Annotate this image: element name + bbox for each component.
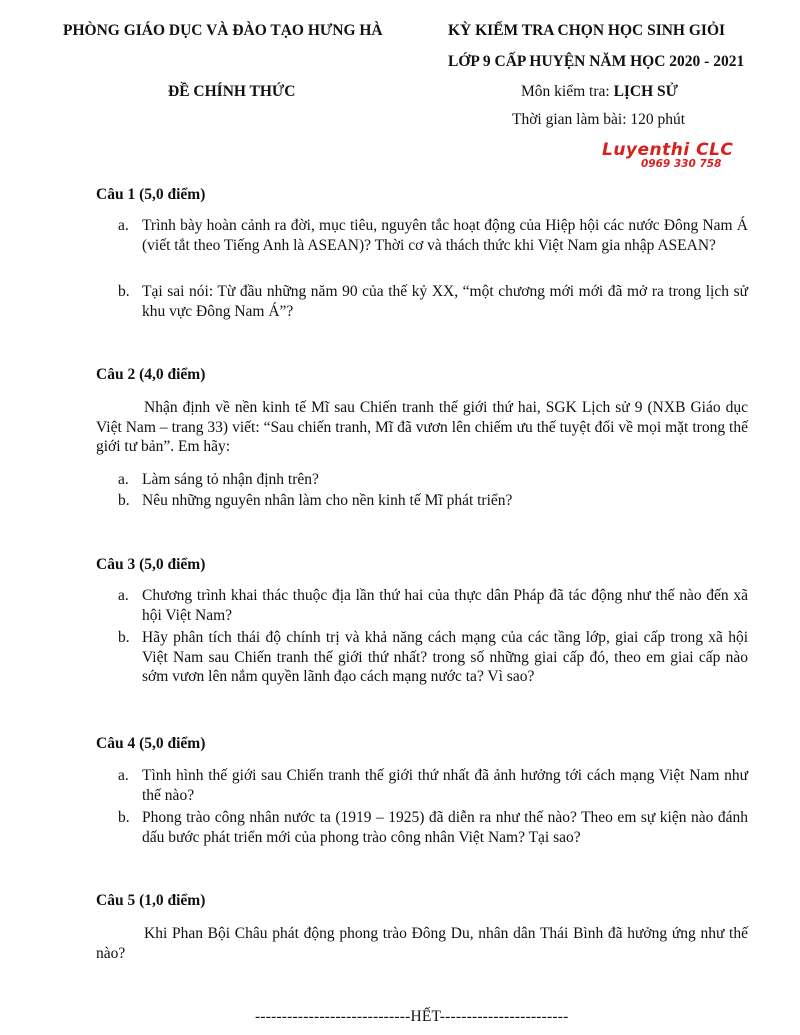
question-1-item-a <box>118 216 748 255</box>
question-4-item-a <box>118 766 748 805</box>
question-3-title: Câu 3 (5,0 điểm) <box>96 556 206 573</box>
question-2-item-a <box>118 470 748 490</box>
question-4-item-b <box>118 808 748 847</box>
stamp-phone: 0969 330 758 <box>641 158 722 170</box>
official-label: ĐỀ CHÍNH THỨC <box>168 83 296 100</box>
question-1-item-b <box>118 282 748 321</box>
item-text: Phong trào công nhân nước ta (1919 – 1925) đã diễn ra như thế nào? Theo em sự kiện nào đánh dấu bước phát triển mới của phong trào công nhân Việt Nam? Tại sao? <box>142 809 748 846</box>
subject-line <box>521 83 678 101</box>
question-3-item-a <box>118 586 748 625</box>
exam-title-line1: KỲ KIỂM TRA CHỌN HỌC SINH GIỎI <box>448 22 726 39</box>
item-text: Nêu những nguyên nhân làm cho nền kinh tế Mĩ phát triển? <box>142 492 513 509</box>
question-2-item-b <box>118 491 748 511</box>
intro-text: Khi Phan Bội Châu phát động phong trào Đông Du, nhân dân Thái Bình đã hưởng ứng như thế nào? <box>96 925 748 962</box>
end-marker: -----------------------------HẾT------------------------ <box>255 1008 569 1025</box>
item-marker: b. <box>118 283 130 300</box>
question-2-intro <box>96 398 748 457</box>
item-marker: b. <box>118 629 130 646</box>
question-5-title: Câu 5 (1,0 điểm) <box>96 892 206 909</box>
subject-label: Môn kiểm tra: <box>521 83 614 100</box>
item-text: Trình bày hoàn cảnh ra đời, mục tiêu, nguyên tắc hoạt động của Hiệp hội các nước Đông Nam Á (viết tắt theo Tiếng Anh là ASEAN)? Thời cơ và thách thức khi Việt Nam gia nhập ASEAN? <box>142 217 748 254</box>
item-marker: a. <box>118 767 129 784</box>
item-text: Tình hình thế giới sau Chiến tranh thế giới thứ nhất đã ảnh hưởng tới cách mạng Việt Nam như thế nào? <box>142 767 748 804</box>
question-1-title: Câu 1 (5,0 điểm) <box>96 186 206 203</box>
question-4-title: Câu 4 (5,0 điểm) <box>96 735 206 752</box>
item-text: Tại sai nói: Từ đầu những năm 90 của thế kỷ XX, “một chương mới mới đã mở ra trong lịch sử khu vực Đông Nam Á”? <box>142 283 748 320</box>
exam-title-line2: LỚP 9 CẤP HUYỆN NĂM HỌC 2020 - 2021 <box>448 53 745 70</box>
item-marker: a. <box>118 471 129 488</box>
exam-time: Thời gian làm bài: 120 phút <box>512 111 686 128</box>
department-name: PHÒNG GIÁO DỤC VÀ ĐÀO TẠO HƯNG HÀ <box>63 22 383 39</box>
item-marker: b. <box>118 809 130 826</box>
subject-name: LỊCH SỬ <box>613 83 679 100</box>
item-text: Chương trình khai thác thuộc địa lần thứ hai của thực dân Pháp đã tác động như thế nào đến xã hội Việt Nam? <box>142 587 748 624</box>
item-marker: a. <box>118 587 129 604</box>
stamp-title: Luyenthi CLC <box>602 140 734 160</box>
question-3-item-b <box>118 628 748 687</box>
question-5-intro <box>96 924 748 963</box>
item-text: Làm sáng tỏ nhận định trên? <box>142 471 319 488</box>
item-marker: b. <box>118 492 130 509</box>
intro-text: Nhận định về nền kinh tế Mĩ sau Chiến tranh thế giới thứ hai, SGK Lịch sử 9 (NXB Giáo dục Việt Nam – trang 33) viết: “Sau chiến tranh, Mĩ đã vươn lên chiếm ưu thế tuyệt đối về mọi mặt trong thế giới tư bản”. Em hãy: <box>96 399 748 455</box>
item-text: Hãy phân tích thái độ chính trị và khả năng cách mạng của các tầng lớp, giai cấp trong xã hội Việt Nam sau Chiến tranh thế giới thứ nhất? trong số những giai cấp đó, theo em giai cấp nào sớm vươn lên nắm quyền lãnh đạo cách mạng nước ta? Vì sao? <box>142 629 748 685</box>
question-2-title: Câu 2 (4,0 điểm) <box>96 366 206 383</box>
brand-stamp <box>602 141 733 170</box>
item-marker: a. <box>118 217 129 234</box>
